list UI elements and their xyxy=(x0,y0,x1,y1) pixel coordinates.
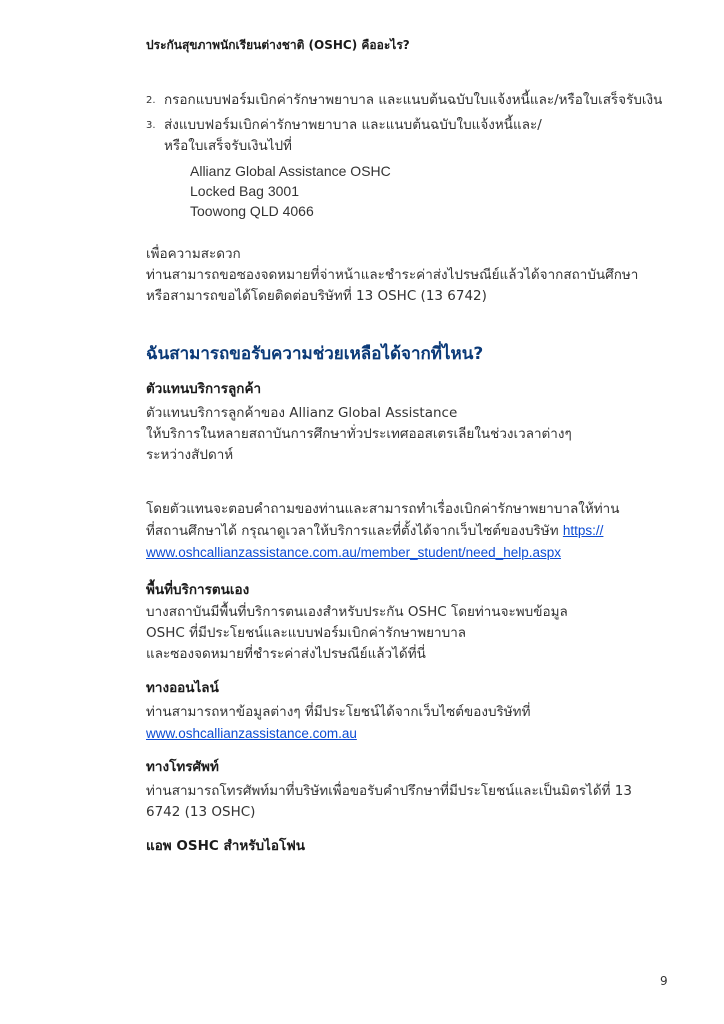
online-paragraph xyxy=(146,702,686,745)
section-heading: ฉันสามารถขอรับความช่วยเหลือได้จากที่ไหน? xyxy=(146,344,484,364)
list-item xyxy=(146,90,686,111)
running-header: ประกันสุขภาพนักเรียนต่างชาติ (OSHC) คืออะไร? xyxy=(146,38,410,52)
steps-list xyxy=(146,90,686,157)
step-text: หรือใบเสร็จรับเงินไปที่ xyxy=(164,138,292,154)
paragraph-line: เพื่อความสะดวก xyxy=(146,246,241,262)
oshc-website-link[interactable]: www.oshcallianzassistance.com.au xyxy=(146,726,357,741)
address-line: Toowong QLD 4066 xyxy=(190,203,314,219)
subheading-phone: ทางโทรศัพท์ xyxy=(146,759,219,775)
paragraph-line: ท่านสามารถหาข้อมูลต่างๆ ที่มีประโยชน์ได้จากเว็บไซต์ของบริษัทที่ xyxy=(146,704,531,720)
page-number: 9 xyxy=(660,974,668,988)
paragraph-line xyxy=(146,542,686,564)
paragraph-line: ระหว่างสัปดาห์ xyxy=(146,447,234,463)
subheading-online: ทางออนไลน์ xyxy=(146,680,219,696)
paragraph-line: และซองจดหมายที่ชำระค่าส่งไปรษณีย์แล้วได้ที่นี่ xyxy=(146,646,426,662)
paragraph-line: ท่านสามารถขอซองจดหมายที่จ่าหน้าและชำระค่าส่งไปรษณีย์แล้วได้จากสถาบันศึกษา xyxy=(146,267,639,283)
paragraph-line: OSHC ที่มีประโยชน์และแบบฟอร์มเบิกค่ารักษาพยาบาล xyxy=(146,625,467,641)
subheading-customer-service: ตัวแทนบริการลูกค้า xyxy=(146,381,262,397)
address-line: Allianz Global Assistance OSHC xyxy=(190,163,391,179)
paragraph-line xyxy=(146,723,686,745)
subheading-self-service: พื้นที่บริการตนเอง xyxy=(146,582,250,598)
convenience-paragraph xyxy=(146,244,686,307)
paragraph-line: ตัวแทนบริการลูกค้าของ Allianz Global Assistance xyxy=(146,405,458,421)
step-number: 3. xyxy=(146,120,156,131)
step-text: ส่งแบบฟอร์มเบิกค่ารักษาพยาบาล และแนบต้นฉบับใบแจ้งหนี้และ/ xyxy=(164,117,542,133)
list-item xyxy=(146,115,686,157)
address-line: Locked Bag 3001 xyxy=(190,183,299,199)
paragraph-line: ให้บริการในหลายสถาบันการศึกษาทั่วประเทศออสเตรเลียในช่วงเวลาต่างๆ xyxy=(146,426,572,442)
mailing-address xyxy=(190,161,391,221)
paragraph-line: ท่านสามารถโทรศัพท์มาที่บริษัทเพื่อขอรับคำปรึกษาที่มีประโยชน์และเป็นมิตรได้ที่ 13 xyxy=(146,783,632,799)
customer-service-detail xyxy=(146,499,686,564)
self-service-paragraph xyxy=(146,602,686,665)
paragraph-line: บางสถาบันมีพื้นที่บริการตนเองสำหรับประกัน OSHC โดยท่านจะพบข้อมูล xyxy=(146,604,568,620)
customer-service-paragraph xyxy=(146,403,686,466)
step-text: กรอกแบบฟอร์มเบิกค่ารักษาพยาบาล และแนบต้นฉบับใบแจ้งหนี้และ/หรือใบเสร็จรับเงิน xyxy=(164,92,663,108)
step-number: 2. xyxy=(146,95,156,106)
paragraph-line xyxy=(146,520,686,542)
paragraph-line: หรือสามารถขอได้โดยติดต่อบริษัทที่ 13 OSHC (13 6742) xyxy=(146,288,487,304)
paragraph-line: 6742 (13 OSHC) xyxy=(146,804,256,820)
need-help-link[interactable]: https:// xyxy=(562,523,604,538)
need-help-link-continued[interactable]: www.oshcallianzassistance.com.au/member_student/need_help.aspx xyxy=(146,545,561,560)
phone-paragraph xyxy=(146,781,686,823)
paragraph-line: โดยตัวแทนจะตอบคำถามของท่านและสามารถทำเรื่องเบิกค่ารักษาพยาบาลให้ท่าน xyxy=(146,501,620,517)
subheading-iphone-app: แอพ OSHC สำหรับไอโฟน xyxy=(146,838,305,854)
paragraph-text: ที่สถานศึกษาได้ กรุณาดูเวลาให้บริการและที่ตั้งได้จากเว็บไซต์ของบริษัท xyxy=(146,523,563,539)
